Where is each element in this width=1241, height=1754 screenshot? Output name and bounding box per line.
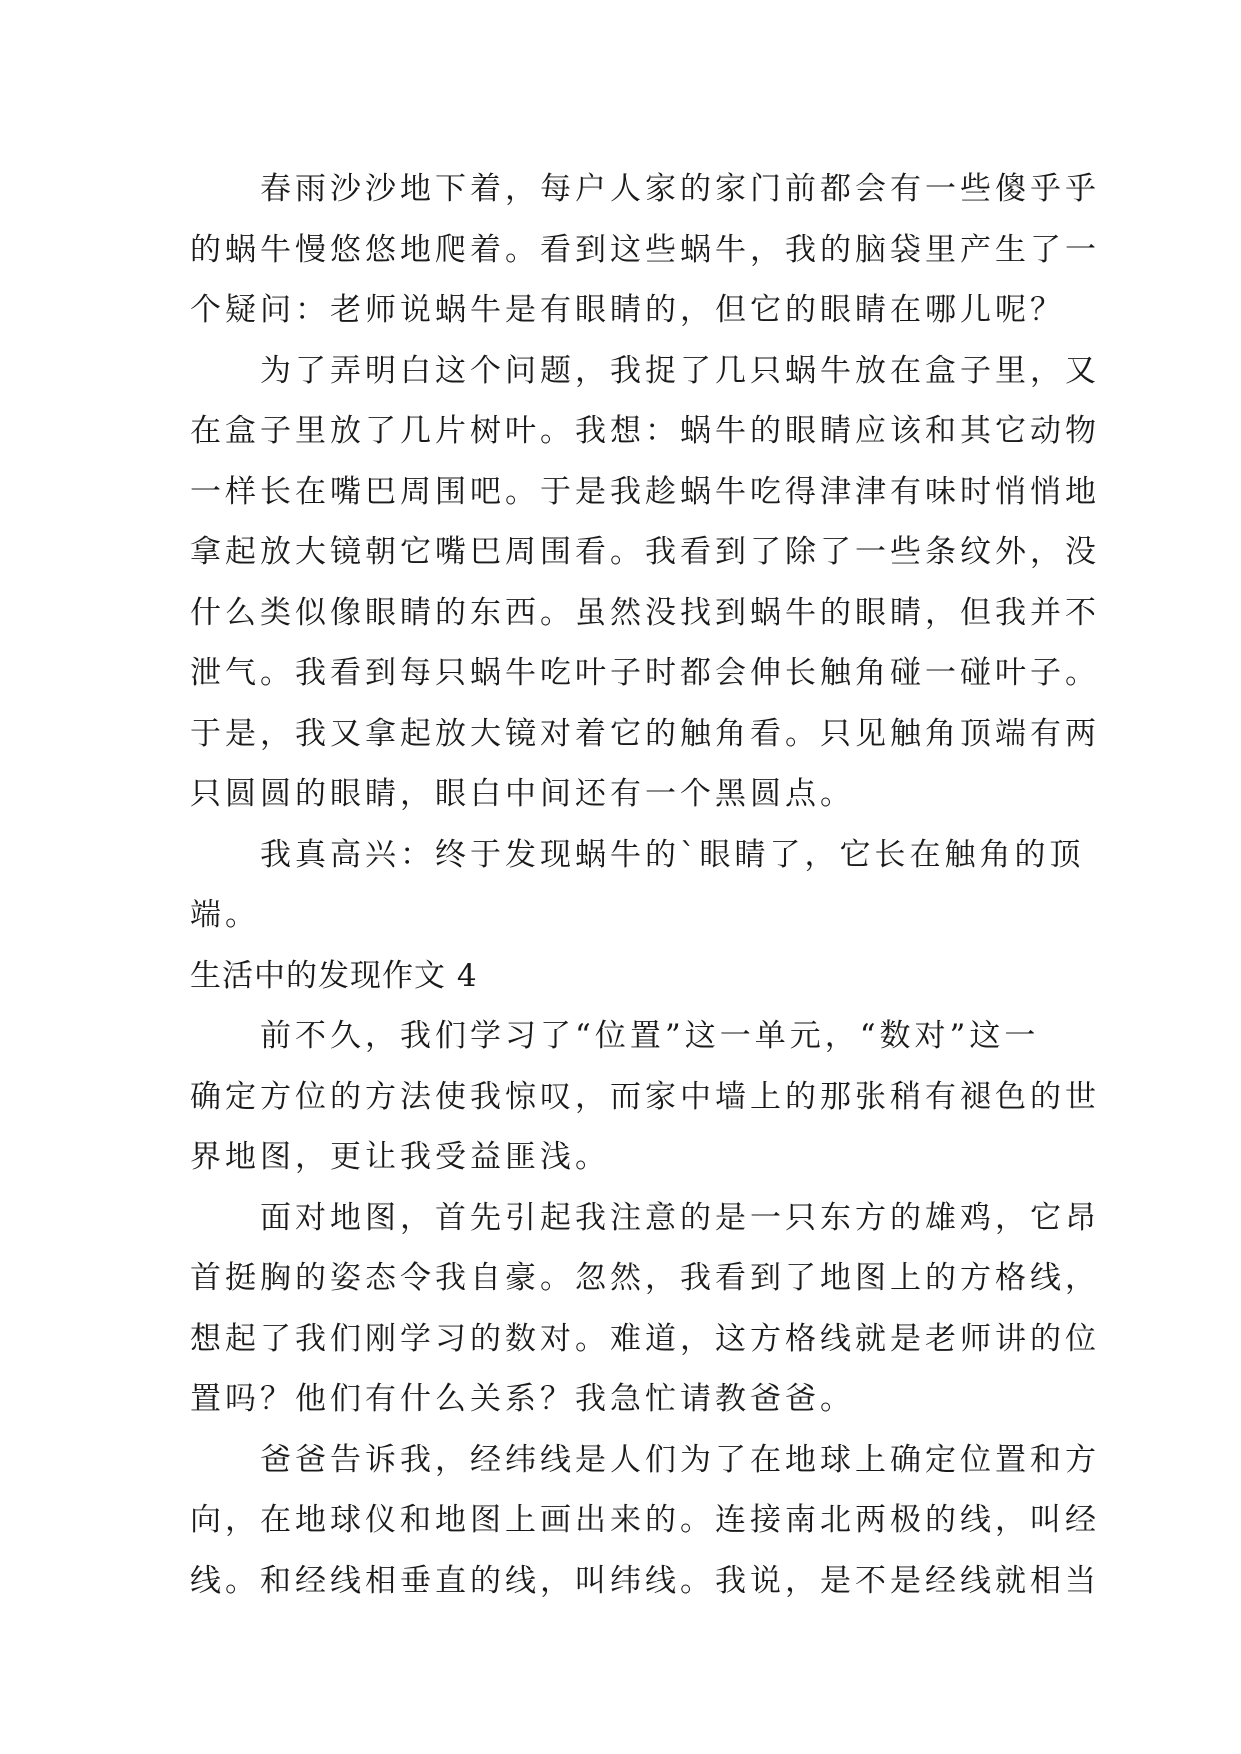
- text-line: 拿起放大镜朝它嘴巴周围看。我看到了除了一些条纹外，没: [190, 534, 1100, 570]
- text-line: 向，在地球仪和地图上画出来的。连接南北两极的线，叫经: [190, 1502, 1100, 1538]
- text-line: 爸爸告诉我，经纬线是人们为了在地球上确定位置和方: [260, 1441, 1100, 1478]
- text-line: 前不久，我们学习了“位置”这一单元，“数对”这一: [260, 1018, 1040, 1054]
- text-line: 什么类似像眼睛的东西。虽然没找到蜗牛的眼睛，但我并不: [190, 594, 1100, 631]
- text-line: 泄气。我看到每只蜗牛吃叶子时都会伸长触角碰一碰叶子。: [190, 655, 1100, 691]
- text-line: 的蜗牛慢悠悠地爬着。看到这些蜗牛，我的脑袋里产生了一: [190, 231, 1100, 268]
- text-line: 首挺胸的姿态令我自豪。忽然，我看到了地图上的方格线，: [190, 1260, 1100, 1296]
- text-line: 想起了我们刚学习的数对。难道，这方格线就是老师讲的位: [190, 1320, 1100, 1357]
- text-line: 为了弄明白这个问题，我捉了几只蜗牛放在盒子里，又: [260, 352, 1100, 389]
- text-line: 置吗？他们有什么关系？我急忙请教爸爸。: [190, 1381, 855, 1417]
- essay-body: [190, 159, 1100, 1611]
- text-line: 面对地图，首先引起我注意的是一只东方的雄鸡，它昂: [260, 1199, 1100, 1236]
- section-heading: 生活中的发现作文 4: [190, 957, 478, 994]
- text-line: 在盒子里放了几片树叶。我想：蜗牛的眼睛应该和其它动物: [190, 413, 1100, 449]
- text-line: 于是，我又拿起放大镜对着它的触角看。只见触角顶端有两: [190, 715, 1100, 752]
- text-line: 春雨沙沙地下着，每户人家的家门前都会有一些傻乎乎: [260, 171, 1100, 207]
- text-line: 只圆圆的眼睛，眼白中间还有一个黑圆点。: [190, 776, 855, 812]
- text-line: 端。: [190, 897, 260, 933]
- text-line: 我真高兴：终于发现蜗牛的`眼睛了，它长在触角的顶: [260, 836, 1085, 873]
- text-line: 个疑问：老师说蜗牛是有眼睛的，但它的眼睛在哪儿呢？: [190, 292, 1065, 328]
- text-line: 线。和经线相垂直的线，叫纬线。我说，是不是经线就相当: [190, 1562, 1100, 1599]
- text-line: 界地图，更让我受益匪浅。: [190, 1139, 610, 1175]
- text-line: 确定方位的方法使我惊叹，而家中墙上的那张稍有褪色的世: [190, 1078, 1100, 1115]
- text-line: 一样长在嘴巴周围吧。于是我趁蜗牛吃得津津有味时悄悄地: [190, 473, 1100, 510]
